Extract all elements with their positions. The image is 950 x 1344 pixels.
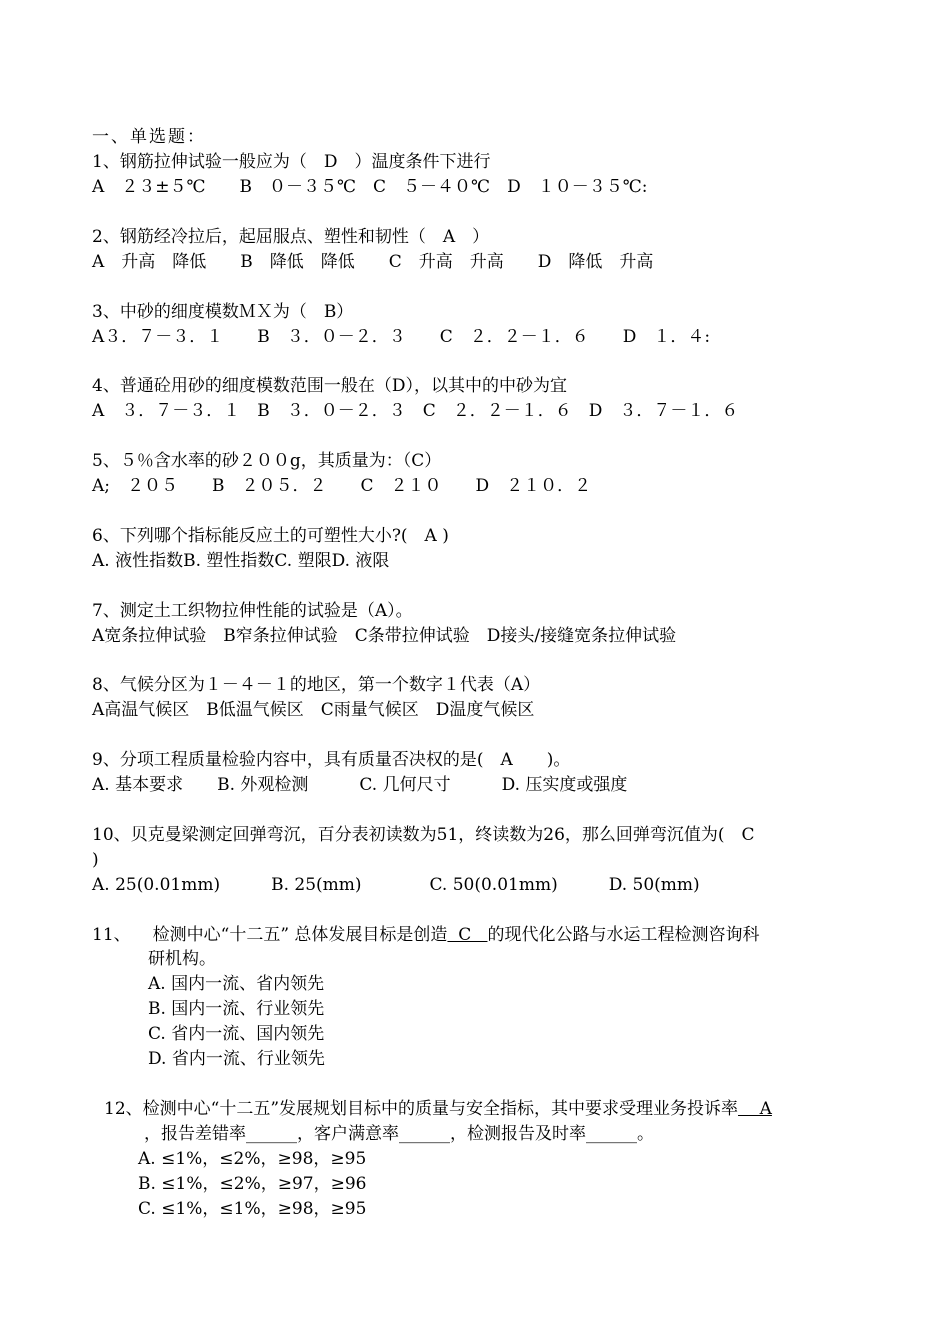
q12-option-b: B. ≤1%，≤2%，≥97，≥96 bbox=[138, 1174, 367, 1194]
q6-stem: 6、下列哪个指标能反应土的可塑性大小?( A ) bbox=[92, 526, 449, 546]
q12-cont-c: ，检测报告及时率 bbox=[450, 1124, 586, 1144]
q10-stem-continuation: ) bbox=[92, 850, 99, 870]
q12-option-c: C. ≤1%，≤1%，≥98，≥95 bbox=[138, 1199, 367, 1219]
q11-stem-part-b: 的现代化公路与水运工程检测咨询科 bbox=[487, 925, 760, 945]
q11-option-b: B. 国内一流、行业领先 bbox=[148, 999, 325, 1019]
q4-options: A ３．７－３．１ B ３．０－２．３ C ２．２－１．６ D ３．７－１．６ bbox=[92, 401, 739, 421]
q7-stem: 7、测定土工织物拉伸性能的试验是（A）。 bbox=[92, 601, 413, 621]
q12-stem-continuation bbox=[144, 1122, 654, 1146]
q12-blank-3: ______ bbox=[586, 1124, 637, 1144]
q9-stem: 9、分项工程质量检验内容中，具有质量否决权的是( A )。 bbox=[92, 750, 571, 770]
q2-stem: 2、钢筋经冷拉后，起屈服点、塑性和韧性（ A ） bbox=[92, 227, 490, 247]
q3-stem: 3、中砂的细度模数ＭＸ为（ B） bbox=[92, 302, 354, 322]
q8-options: A高温气候区 B低温气候区 C雨量气候区 D温度气候区 bbox=[92, 700, 535, 720]
q1-stem: 1、钢筋拉伸试验一般应为（ D ）温度条件下进行 bbox=[92, 152, 491, 172]
q11-number: 11、 bbox=[92, 925, 131, 945]
q11-stem-continuation: 研机构。 bbox=[148, 949, 216, 969]
q5-stem: 5、５％含水率的砂２００g，其质量为：（C） bbox=[92, 451, 442, 471]
q12-answer: A bbox=[738, 1099, 772, 1119]
section-title: 一、单选题： bbox=[92, 127, 206, 147]
q1-options: A ２３±５℃ B ０－３５℃ C ５－４０℃ D １０－３５℃: bbox=[92, 177, 648, 197]
q9-options: A. 基本要求 B. 外观检测 C. 几何尺寸 D. 压实度或强度 bbox=[92, 775, 628, 795]
q11-option-a: A. 国内一流、省内领先 bbox=[148, 974, 325, 994]
q2-options: A 升高 降低 B 降低 降低 C 升高 升高 D 降低 升高 bbox=[92, 252, 654, 272]
q4-stem: 4、普通砼用砂的细度模数范围一般在（D），以其中的中砂为宜 bbox=[92, 376, 567, 396]
q10-options: A. 25(0.01mm) B. 25(mm) C. 50(0.01mm) D. 50(mm) bbox=[92, 875, 700, 895]
q12-cont-d: 。 bbox=[637, 1124, 654, 1144]
q12-cont-b: ，客户满意率 bbox=[297, 1124, 399, 1144]
q6-options: A. 液性指数B. 塑性指数C. 塑限D. 液限 bbox=[92, 551, 390, 571]
q5-options: A; ２０５ B ２０５．２ C ２１０ D ２１０．２ bbox=[92, 476, 592, 496]
q11-option-d: D. 省内一流、行业领先 bbox=[148, 1049, 325, 1069]
q11-answer: C bbox=[447, 925, 488, 945]
q11-stem-part-a: 检测中心“十二五” 总体发展目标是创造 bbox=[152, 925, 448, 945]
q11-option-c: C. 省内一流、国内领先 bbox=[148, 1024, 325, 1044]
q7-options: A宽条拉伸试验 B窄条拉伸试验 C条带拉伸试验 D接头/接缝宽条拉伸试验 bbox=[92, 626, 677, 646]
q12-blank-1: ______ bbox=[246, 1124, 297, 1144]
q10-stem: 10、贝克曼梁测定回弹弯沉，百分表初读数为51，终读数为26，那么回弹弯沉值为( C bbox=[92, 825, 755, 845]
q12-blank-2: ______ bbox=[399, 1124, 450, 1144]
q12-option-a: A. ≤1%，≤2%，≥98，≥95 bbox=[138, 1149, 367, 1169]
q8-stem: 8、气候分区为１－４－１的地区，第一个数字１代表（A） bbox=[92, 675, 541, 695]
q12-cont-a: ，报告差错率 bbox=[144, 1124, 246, 1144]
q11-stem bbox=[92, 923, 759, 947]
q3-options: A３．７－３．１ B ３．０－２．３ C ２．２－１．６ D １．４: bbox=[92, 327, 711, 347]
q12-stem-part-a: 12、检测中心“十二五”发展规划目标中的质量与安全指标，其中要求受理业务投诉率 bbox=[104, 1099, 739, 1119]
q12-stem bbox=[104, 1097, 772, 1121]
